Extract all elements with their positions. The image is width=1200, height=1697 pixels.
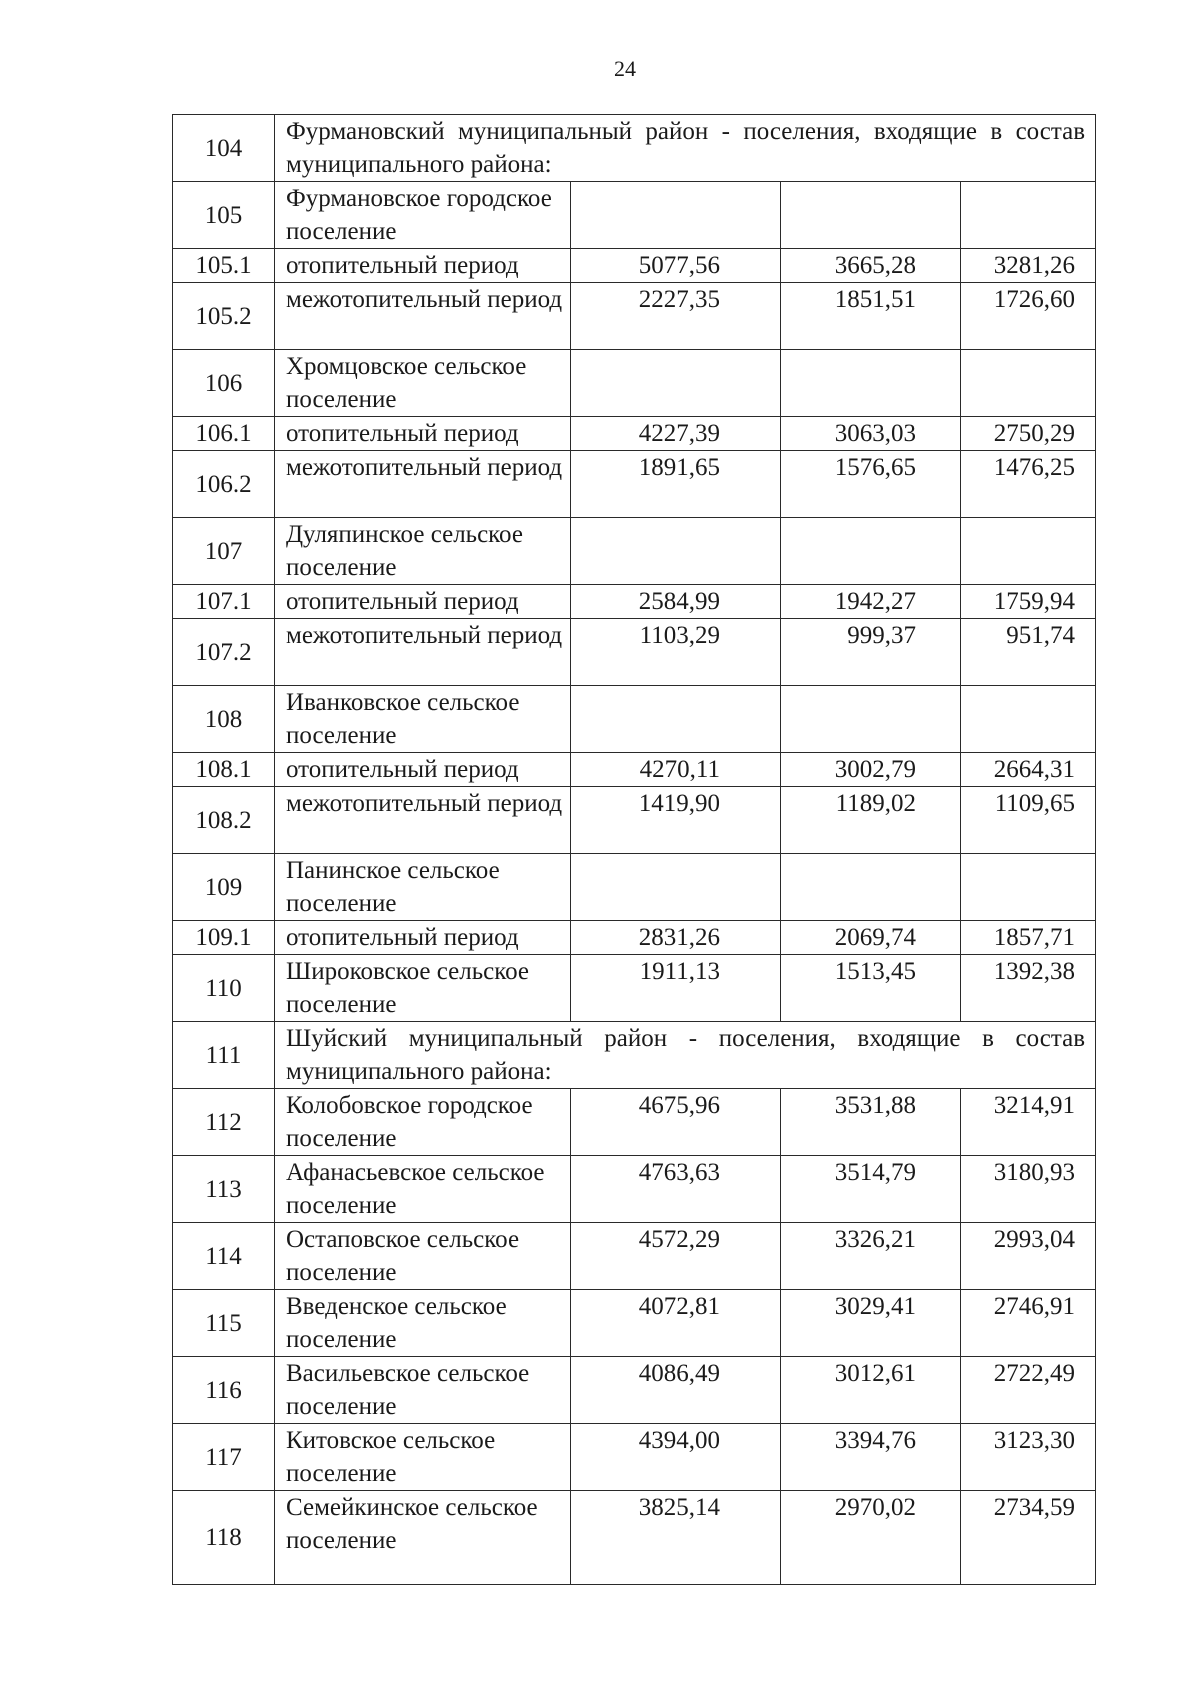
value-cell-v3 <box>961 854 1096 921</box>
value-cell-v2: 3514,79 <box>781 1156 961 1223</box>
settlement-name: Китовское сельское поселение <box>275 1424 571 1491</box>
row-number: 105.2 <box>173 283 275 350</box>
value-cell-v2: 3531,88 <box>781 1089 961 1156</box>
value-cell-v3: 951,74 <box>961 619 1096 686</box>
value-cell-v1 <box>571 182 781 249</box>
value-cell-v2: 3002,79 <box>781 753 961 787</box>
table-row <box>173 854 1096 921</box>
settlement-name: отопительный период <box>275 417 571 451</box>
settlement-name: Васильевское сельское поселение <box>275 1357 571 1424</box>
table-row <box>173 686 1096 753</box>
table-row <box>173 350 1096 417</box>
table-row <box>173 283 1096 350</box>
row-number: 115 <box>173 1290 275 1357</box>
value-cell-v2: 3326,21 <box>781 1223 961 1290</box>
row-number: 110 <box>173 955 275 1022</box>
value-cell-v2 <box>781 182 961 249</box>
table-row <box>173 1491 1096 1585</box>
row-number: 109.1 <box>173 921 275 955</box>
table-row <box>173 619 1096 686</box>
value-cell-v1: 3825,14 <box>571 1491 781 1585</box>
tariff-table <box>172 114 1096 1585</box>
value-cell-v3: 2734,59 <box>961 1491 1096 1585</box>
value-cell-v3: 3123,30 <box>961 1424 1096 1491</box>
table-row <box>173 417 1096 451</box>
table-row <box>173 1357 1096 1424</box>
value-cell-v2: 1942,27 <box>781 585 961 619</box>
row-number: 117 <box>173 1424 275 1491</box>
value-cell-v3: 1392,38 <box>961 955 1096 1022</box>
table-row <box>173 921 1096 955</box>
table-row <box>173 1424 1096 1491</box>
row-number: 105.1 <box>173 249 275 283</box>
row-number: 114 <box>173 1223 275 1290</box>
table-row <box>173 1223 1096 1290</box>
table-body <box>173 115 1096 1585</box>
value-cell-v3: 3281,26 <box>961 249 1096 283</box>
table-row <box>173 753 1096 787</box>
value-cell-v2: 1851,51 <box>781 283 961 350</box>
value-cell-v1: 2831,26 <box>571 921 781 955</box>
row-number: 108.1 <box>173 753 275 787</box>
value-cell-v2: 2970,02 <box>781 1491 961 1585</box>
value-cell-v2: 3063,03 <box>781 417 961 451</box>
row-number: 107.1 <box>173 585 275 619</box>
value-cell-v3: 1726,60 <box>961 283 1096 350</box>
value-cell-v3 <box>961 686 1096 753</box>
settlement-name: Панинское сельское поселение <box>275 854 571 921</box>
value-cell-v2: 3012,61 <box>781 1357 961 1424</box>
value-cell-v1: 5077,56 <box>571 249 781 283</box>
value-cell-v1: 4227,39 <box>571 417 781 451</box>
settlement-name: межотопительный период <box>275 619 571 686</box>
table-row <box>173 249 1096 283</box>
table-row <box>173 585 1096 619</box>
value-cell-v1: 1103,29 <box>571 619 781 686</box>
settlement-name: отопительный период <box>275 249 571 283</box>
value-cell-v3: 3180,93 <box>961 1156 1096 1223</box>
value-cell-v2: 999,37 <box>781 619 961 686</box>
row-number: 116 <box>173 1357 275 1424</box>
value-cell-v1 <box>571 350 781 417</box>
row-number: 105 <box>173 182 275 249</box>
value-cell-v2: 3394,76 <box>781 1424 961 1491</box>
value-cell-v1: 4675,96 <box>571 1089 781 1156</box>
value-cell-v1: 4763,63 <box>571 1156 781 1223</box>
row-number: 111 <box>173 1022 275 1089</box>
value-cell-v3: 1109,65 <box>961 787 1096 854</box>
row-number: 104 <box>173 115 275 182</box>
value-cell-v3: 2993,04 <box>961 1223 1096 1290</box>
value-cell-v1 <box>571 686 781 753</box>
table-row <box>173 182 1096 249</box>
row-number: 108 <box>173 686 275 753</box>
value-cell-v3: 1857,71 <box>961 921 1096 955</box>
value-cell-v3 <box>961 182 1096 249</box>
value-cell-v1: 1891,65 <box>571 451 781 518</box>
district-heading: Фурмановский муниципальный район - поселения, входящие в состав муниципального района: <box>275 115 1096 182</box>
value-cell-v1: 1911,13 <box>571 955 781 1022</box>
value-cell-v2: 2069,74 <box>781 921 961 955</box>
row-number: 118 <box>173 1491 275 1585</box>
settlement-name: Введенское сельское поселение <box>275 1290 571 1357</box>
settlement-name: Афанасьевское сельское поселение <box>275 1156 571 1223</box>
value-cell-v1: 2584,99 <box>571 585 781 619</box>
row-number: 108.2 <box>173 787 275 854</box>
value-cell-v3: 2750,29 <box>961 417 1096 451</box>
value-cell-v2: 1576,65 <box>781 451 961 518</box>
row-number: 107.2 <box>173 619 275 686</box>
row-number: 106 <box>173 350 275 417</box>
table-row <box>173 115 1096 182</box>
value-cell-v2: 3665,28 <box>781 249 961 283</box>
value-cell-v3: 1759,94 <box>961 585 1096 619</box>
value-cell-v2 <box>781 350 961 417</box>
value-cell-v3: 2664,31 <box>961 753 1096 787</box>
value-cell-v2 <box>781 686 961 753</box>
value-cell-v2 <box>781 518 961 585</box>
row-number: 109 <box>173 854 275 921</box>
value-cell-v3: 2746,91 <box>961 1290 1096 1357</box>
settlement-name: Остаповское сельское поселение <box>275 1223 571 1290</box>
row-number: 112 <box>173 1089 275 1156</box>
value-cell-v3: 2722,49 <box>961 1357 1096 1424</box>
value-cell-v1: 4086,49 <box>571 1357 781 1424</box>
row-number: 106.2 <box>173 451 275 518</box>
value-cell-v3 <box>961 518 1096 585</box>
settlement-name: отопительный период <box>275 585 571 619</box>
table-row <box>173 1290 1096 1357</box>
table-row <box>173 451 1096 518</box>
row-number: 113 <box>173 1156 275 1223</box>
value-cell-v3 <box>961 350 1096 417</box>
settlement-name: отопительный период <box>275 921 571 955</box>
table-row <box>173 518 1096 585</box>
value-cell-v2: 1513,45 <box>781 955 961 1022</box>
value-cell-v1: 4270,11 <box>571 753 781 787</box>
table-row <box>173 955 1096 1022</box>
value-cell-v1 <box>571 518 781 585</box>
row-number: 106.1 <box>173 417 275 451</box>
table-row <box>173 1156 1096 1223</box>
value-cell-v1: 2227,35 <box>571 283 781 350</box>
settlement-name: Фурмановское городское поселение <box>275 182 571 249</box>
value-cell-v3: 1476,25 <box>961 451 1096 518</box>
value-cell-v1: 4394,00 <box>571 1424 781 1491</box>
district-heading: Шуйский муниципальный район - поселения, входящие в состав муниципального района: <box>275 1022 1096 1089</box>
settlement-name: межотопительный период <box>275 787 571 854</box>
settlement-name: отопительный период <box>275 753 571 787</box>
table-row <box>173 1089 1096 1156</box>
value-cell-v1 <box>571 854 781 921</box>
settlement-name: межотопительный период <box>275 283 571 350</box>
settlement-name: межотопительный период <box>275 451 571 518</box>
row-number: 107 <box>173 518 275 585</box>
table-row <box>173 1022 1096 1089</box>
value-cell-v1: 4072,81 <box>571 1290 781 1357</box>
table-row <box>173 787 1096 854</box>
settlement-name: Дуляпинское сельское поселение <box>275 518 571 585</box>
settlement-name: Широковское сельское поселение <box>275 955 571 1022</box>
settlement-name: Колобовское городское поселение <box>275 1089 571 1156</box>
value-cell-v2: 1189,02 <box>781 787 961 854</box>
value-cell-v3: 3214,91 <box>961 1089 1096 1156</box>
settlement-name: Хромцовское сельское поселение <box>275 350 571 417</box>
value-cell-v2: 3029,41 <box>781 1290 961 1357</box>
settlement-name: Семейкинское сельское поселение <box>275 1491 571 1585</box>
value-cell-v1: 1419,90 <box>571 787 781 854</box>
value-cell-v2 <box>781 854 961 921</box>
page-number: 24 <box>614 56 636 81</box>
value-cell-v1: 4572,29 <box>571 1223 781 1290</box>
settlement-name: Иванковское сельское поселение <box>275 686 571 753</box>
